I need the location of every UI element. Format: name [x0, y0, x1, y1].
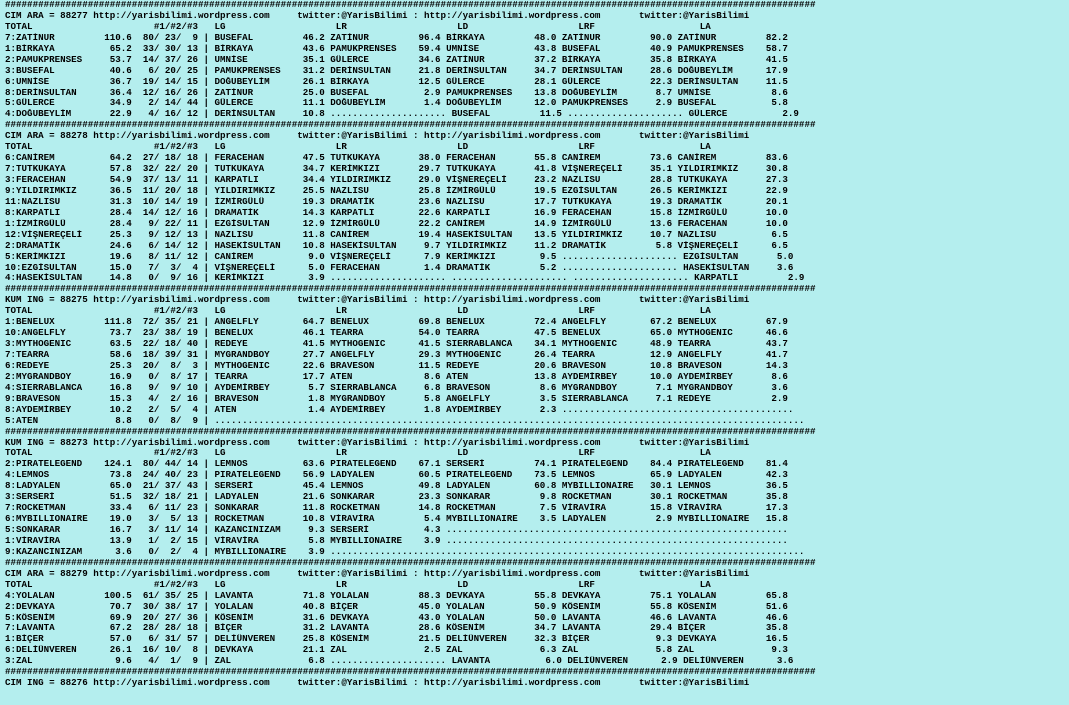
data-row: 5:ATEN 8.8 0/ 8/ 9 | ........................................................................................................... [5, 415, 805, 426]
data-row: 7:TUTKUKAYA 57.8 32/ 22/ 20 | TUTKUKAYA 34.7 KERİMKIZI 29.7 TUTKUKAYA 41.8 VİŞNEREÇELİ 35.1 YILDIRIMKIZ 30.8 [5, 164, 788, 175]
data-row: 3:FERACEHAN 54.9 37/ 13/ 11 | KARPATLI 34.4 YILDIRIMKIZ 29.0 VİŞNEREÇELİ 23.2 NAZLISU 28.8 TUTKUKAYA 27.3 [5, 175, 788, 185]
data-row: 6:CANİREM 64.2 27/ 18/ 18 | FERACEHAN 47.5 TUTKUKAYA 38.0 FERACEHAN 55.8 CANİREM 73.6 CANİREM 83.6 [5, 153, 788, 164]
separator-line: ################################################################################################################################################### [5, 426, 816, 437]
data-row: 7:LAVANTA 67.2 28/ 28/ 18 | BİÇER 31.2 LAVANTA 28.6 KÖSENİM 34.7 LAVANTA 29.4 BİÇER 35.8 [5, 623, 788, 634]
race-header: CIM ARA = 88277 http://yarisbilimi.wordpress.com twitter:@YarisBilimi : http://yarisbilimi.wordpress.com twitter:@YarisBilimi [5, 10, 750, 21]
data-row: 2:PIRATELEGEND 124.1 80/ 44/ 14 | LEMNOS 63.6 PIRATELEGEND 67.1 SERSERİ 74.1 PIRATELEGEND 84.4 PIRATELEGEND 81.4 [5, 459, 788, 470]
race-header: KUM ING = 88273 http://yarisbilimi.wordpress.com twitter:@YarisBilimi : http://yarisbilimi.wordpress.com twitter:@YarisBilimi [5, 437, 750, 448]
data-row: 4:YOLALAN 100.5 61/ 35/ 25 | LAVANTA 71.8 YOLALAN 88.3 DEVKAYA 55.8 DEVKAYA 75.1 YOLALAN 65.8 [5, 590, 788, 601]
data-row: 1:İZMİRGÜLÜ 28.4 9/ 22/ 11 | EZGİSULTAN 12.9 İZMİRGÜLÜ 22.2 CANİREM 14.9 İZMİRGÜLÜ 13.6 FERACEHAN 10.0 [5, 218, 788, 229]
data-row: 3:SERSERİ 51.5 32/ 18/ 21 | LADYALEN 21.6 SONKARAR 23.3 SONKARAR 9.8 ROCKETMAN 30.1 ROCKETMAN 35.8 [5, 492, 788, 503]
data-row: 9:KAZANCINIZAM 3.6 0/ 2/ 4 | MYBILLIONAIRE 3.9 ...................................................................................... [5, 546, 805, 557]
data-row: 10:EZGİSULTAN 15.0 7/ 3/ 4 | VİŞNEREÇELİ 5.0 FERACEHAN 1.4 DRAMATİK 5.2 ..................... HASEKİSULTAN 3.6 [5, 262, 794, 273]
data-row: 1:BİÇER 57.0 6/ 31/ 57 | DELİÜNVEREN 25.8 KÖSENİM 21.5 DELİÜNVEREN 32.3 BİÇER 9.3 DEVKAYA 16.5 [5, 634, 788, 645]
data-row: 4:HASEKİSULTAN 14.8 0/ 9/ 16 | KERİMKIZI 3.9 ..................... ..................... ..................... KARPATLI 2.9 [5, 273, 805, 284]
data-row: 6:UMNİSE 36.7 19/ 14/ 15 | DOĞUBEYLİM 26.1 BİRKAYA 12.5 GÜLERCE 28.1 GÜLERCE 22.3 DERİNSULTAN 11.5 [5, 76, 788, 87]
data-row: 3:ZAL 9.6 4/ 1/ 9 | ZAL 6.8 ..................... LAVANTA 6.0 DELİÜNVEREN 2.9 DELİÜNVEREN 3.6 [5, 656, 794, 667]
data-row: 9:YILDIRIMKIZ 36.5 11/ 20/ 18 | YILDIRIMKIZ 25.5 NAZLISU 25.8 İZMİRGÜLÜ 19.5 EZGİSULTAN 26.5 KERİMKIZI 22.9 [5, 185, 788, 196]
data-row: 7:ZATİNUR 110.6 80/ 23/ 9 | BUSEFAL 46.2 ZATİNUR 96.4 BİRKAYA 48.0 ZATİNUR 90.0 ZATİNUR 82.2 [5, 32, 788, 43]
data-row: 7:ROCKETMAN 33.4 6/ 11/ 23 | SONKARAR 11.8 ROCKETMAN 14.8 ROCKETMAN 7.5 VİRAVİRA 15.8 VİRAVİRA 17.3 [5, 503, 788, 514]
race-header: CIM ARA = 88279 http://yarisbilimi.wordpress.com twitter:@YarisBilimi : http://yarisbilimi.wordpress.com twitter:@YarisBilimi [5, 568, 750, 579]
separator-line: ################################################################################################################################################### [5, 667, 816, 678]
data-row: 2:PAMUKPRENSES 53.7 14/ 37/ 26 | UMNİSE 35.1 GÜLERCE 34.6 ZATİNUR 37.2 BİRKAYA 35.8 BİRKAYA 41.5 [5, 54, 788, 65]
data-row: 2:MYGRANDBOY 16.9 0/ 8/ 17 | TEARRA 17.7 ATEN 8.6 ATEN 13.8 AYDEMİRBEY 10.0 AYDEMİRBEY 8.6 [5, 371, 788, 382]
data-row: 6:MYBILLIONAIRE 19.0 3/ 5/ 13 | ROCKETMAN 10.8 VİRAVİRA 5.4 MYBILLIONAIRE 3.5 LADYALEN 2.9 MYBILLIONAIRE 15.8 [5, 514, 788, 525]
data-row: 9:BRAVESON 15.3 4/ 2/ 16 | BRAVESON 1.8 MYGRANDBOY 5.8 ANGELFLY 3.5 SIERRABLANCA 7.1 REDEYE 2.9 [5, 393, 788, 404]
data-row: 8:DERİNSULTAN 36.4 12/ 16/ 26 | ZATİNUR 25.0 BUSEFAL 2.9 PAMUKPRENSES 13.8 DOĞUBEYLİM 8.7 UMNİSE 8.6 [5, 87, 788, 98]
separator-line: ################################################################################################################################################### [5, 0, 816, 10]
race-header: CIM ING = 88276 http://yarisbilimi.wordpress.com twitter:@YarisBilimi : http://yarisbilimi.wordpress.com twitter:@YarisBilimi [5, 678, 750, 689]
data-row: 4:SIERRABLANCA 16.8 9/ 9/ 10 | AYDEMİRBEY 5.7 SIERRABLANCA 6.8 BRAVESON 8.6 MYGRANDBOY 7.1 MYGRANDBOY 3.6 [5, 382, 788, 393]
data-row: 3:MYTHOGENIC 63.5 22/ 18/ 40 | REDEYE 41.5 MYTHOGENIC 41.5 SIERRABLANCA 34.1 MYTHOGENIC 48.9 TEARRA 43.7 [5, 339, 788, 350]
separator-line: ################################################################################################################################################### [5, 120, 816, 131]
data-row: 10:ANGELFLY 73.7 23/ 38/ 19 | BENELUX 46.1 TEARRA 54.0 TEARRA 47.5 BENELUX 65.0 MYTHOGENIC 46.6 [5, 328, 788, 339]
data-row: 5:KÖSENİM 69.9 20/ 27/ 36 | KÖSENİM 31.6 DEVKAYA 43.0 YOLALAN 50.0 LAVANTA 46.6 LAVANTA 46.6 [5, 612, 788, 623]
data-row: 4:LEMNOS 73.8 24/ 40/ 23 | PIRATELEGEND 56.9 LADYALEN 60.5 PIRATELEGEND 73.5 LEMNOS 65.9 LADYALEN 42.3 [5, 470, 788, 481]
data-row: 2:DEVKAYA 70.7 30/ 38/ 17 | YOLALAN 40.8 BİÇER 45.0 YOLALAN 50.9 KÖSENİM 55.8 KÖSENİM 51.6 [5, 601, 788, 612]
column-header: TOTAL #1/#2/#3 LG LR LD LRF LA [5, 21, 711, 32]
data-row: 3:BUSEFAL 40.6 6/ 20/ 25 | PAMUKPRENSES 31.2 DERİNSULTAN 21.8 DERİNSULTAN 34.7 DERİNSULTAN 28.6 DOĞUBEYLİM 17.9 [5, 65, 788, 76]
column-header: TOTAL #1/#2/#3 LG LR LD LRF LA [5, 142, 711, 153]
data-row: 11:NAZLISU 31.3 10/ 14/ 19 | İZMİRGÜLÜ 19.3 DRAMATİK 23.6 NAZLISU 17.7 TUTKUKAYA 19.3 DRAMATİK 20.1 [5, 196, 788, 207]
data-row: 8:KARPATLI 28.4 14/ 12/ 16 | DRAMATİK 14.3 KARPATLI 22.6 KARPATLI 16.9 FERACEHAN 15.8 İZMİRGÜLÜ 10.0 [5, 207, 788, 218]
data-row: 1:VİRAVİRA 13.9 1/ 2/ 15 | VİRAVİRA 5.8 MYBILLIONAIRE 3.9 .............................................................. [5, 535, 788, 546]
data-row: 6:DELİÜNVEREN 26.1 16/ 10/ 8 | DEVKAYA 21.1 ZAL 2.5 ZAL 6.3 ZAL 5.8 ZAL 9.3 [5, 645, 788, 656]
separator-line: ################################################################################################################################################### [5, 557, 816, 568]
data-row: 12:VİŞNEREÇELİ 25.3 9/ 12/ 13 | NAZLISU 11.8 CANİREM 19.4 HASEKİSULTAN 13.5 YILDIRIMKIZ 10.7 NAZLISU 6.5 [5, 229, 788, 240]
data-row: 5:SONKARAR 16.7 3/ 11/ 14 | KAZANCINIZAM 9.3 SERSERİ 4.3 .............................................................. [5, 525, 788, 535]
race-header: CIM ARA = 88278 http://yarisbilimi.wordpress.com twitter:@YarisBilimi : http://yarisbilimi.wordpress.com twitter:@YarisBilimi [5, 131, 750, 142]
data-row: 5:GÜLERCE 34.9 2/ 14/ 44 | GÜLERCE 11.1 DOĞUBEYLİM 1.4 DOĞUBEYLİM 12.0 PAMUKPRENSES 2.9 BUSEFAL 5.8 [5, 98, 788, 109]
data-row: 4:DOĞUBEYLİM 22.9 4/ 16/ 12 | DERİNSULTAN 10.8 ..................... BUSEFAL 11.5 ..................... GÜLERCE 2.9 [5, 109, 799, 120]
data-row: 1:BİRKAYA 65.2 33/ 30/ 13 | BİRKAYA 43.6 PAMUKPRENSES 59.4 UMNİSE 43.8 BUSEFAL 40.9 PAMUKPRENSES 58.7 [5, 43, 788, 54]
data-row: 7:TEARRA 58.6 18/ 39/ 31 | MYGRANDBOY 27.7 ANGELFLY 29.3 MYTHOGENIC 26.4 TEARRA 12.9 ANGELFLY 41.7 [5, 350, 788, 360]
data-row: 5:KERİMKIZI 19.6 8/ 11/ 12 | CANİREM 9.0 VİŞNEREÇELİ 7.9 KERİMKIZI 9.5 ..................... EZGİSULTAN 5.0 [5, 251, 794, 262]
data-row: 6:REDEYE 25.3 20/ 8/ 3 | MYTHOGENIC 22.6 BRAVESON 11.5 REDEYE 20.6 BRAVESON 10.8 BRAVESON 14.3 [5, 360, 788, 371]
data-row: 8:AYDEMİRBEY 10.2 2/ 5/ 4 | ATEN 1.4 AYDEMİRBEY 1.8 AYDEMİRBEY 2.3 .......................................... [5, 404, 794, 415]
race-header: KUM ING = 88275 http://yarisbilimi.wordpress.com twitter:@YarisBilimi : http://yarisbilimi.wordpress.com twitter:@YarisBilimi [5, 295, 750, 306]
data-row: 2:DRAMATİK 24.6 6/ 14/ 12 | HASEKİSULTAN 10.8 HASEKİSULTAN 9.7 YILDIRIMKIZ 11.2 DRAMATİK 5.8 VİŞNEREÇELİ 6.5 [5, 240, 788, 251]
column-header: TOTAL #1/#2/#3 LG LR LD LRF LA [5, 448, 711, 459]
data-row: 1:BENELUX 111.8 72/ 35/ 21 | ANGELFLY 64.7 BENELUX 69.8 BENELUX 72.4 ANGELFLY 67.2 BENELUX 67.9 [5, 317, 788, 328]
data-row: 8:LADYALEN 65.0 21/ 37/ 43 | SERSERİ 45.4 LEMNOS 49.8 LADYALEN 60.8 MYBILLIONAIRE 30.1 LEMNOS 36.5 [5, 481, 788, 492]
column-header: TOTAL #1/#2/#3 LG LR LD LRF LA [5, 306, 711, 317]
column-header: TOTAL #1/#2/#3 LG LR LD LRF LA [5, 579, 711, 590]
separator-line: ################################################################################################################################################### [5, 284, 816, 295]
